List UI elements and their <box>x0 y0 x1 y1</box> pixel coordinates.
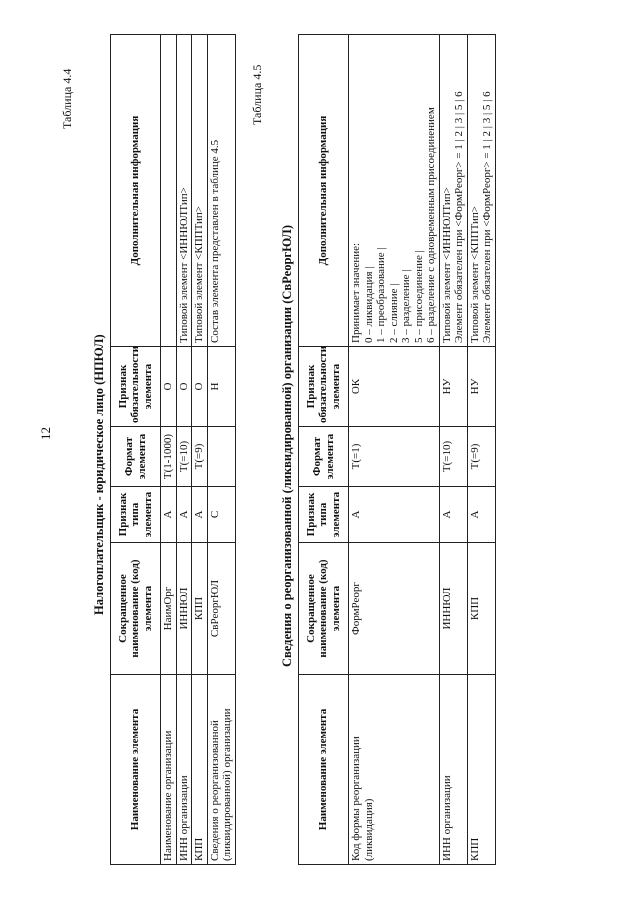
cell-type: А <box>161 487 177 543</box>
table-4-5-header: Наименование элемента <box>299 675 349 865</box>
cell-name: Код формы реорганизации (ликвидация) <box>349 675 440 865</box>
table-4-5-header-row <box>299 35 349 865</box>
table-4-4-header: Наименование элемента <box>111 675 161 865</box>
cell-name: Сведения о реорганизованной (ликвидированной) организации <box>207 675 235 865</box>
cell-info <box>161 35 177 347</box>
cell-required: НУ <box>439 347 467 427</box>
cell-required: Н <box>207 347 235 427</box>
cell-code: ФормРеорг <box>349 543 440 675</box>
info-line: 6 – разделение с одновременным присоединением <box>425 107 437 343</box>
table-4-5-header: Формат элемента <box>299 427 349 487</box>
cell-name: КПП <box>467 675 495 865</box>
table-4-4-header-row <box>111 35 161 865</box>
cell-name: КПП <box>192 675 208 865</box>
table-row <box>192 35 208 865</box>
table-row <box>161 35 177 865</box>
cell-info <box>439 35 467 347</box>
info-line: 0 – ликвидация | <box>362 266 375 343</box>
info-line: Типовой элемент <ИННЮЛТип> <box>440 187 453 343</box>
table-row <box>439 35 467 865</box>
cell-info: Состав элемента представлен в таблице 4.5 <box>207 35 235 347</box>
cell-code: ИННЮЛ <box>439 543 467 675</box>
info-line: Элемент обязателен при <ФормРеорг> = 1 | 2 | 3 | 5 | 6 <box>481 91 493 343</box>
info-line: 5 – присоединение | <box>412 250 425 343</box>
info-line: Элемент обязателен при <ФормРеорг> = 1 | 2 | 3 | 5 | 6 <box>453 91 465 343</box>
cell-type: А <box>467 487 495 543</box>
table-4-5-header: Признак обязательности элемента <box>299 347 349 427</box>
cell-name: ИНН организации <box>439 675 467 865</box>
table-4-4-header: Сокращенное наименование (код) элемента <box>111 543 161 675</box>
table-4-4-header: Формат элемента <box>111 427 161 487</box>
cell-required: НУ <box>467 347 495 427</box>
cell-type: А <box>192 487 208 543</box>
table-4-4-header: Признак типа элемента <box>111 487 161 543</box>
page-number: 12 <box>38 427 53 440</box>
cell-type: А <box>439 487 467 543</box>
cell-type: С <box>207 487 235 543</box>
table-4-4-caption: Таблица 4.4 <box>60 68 74 129</box>
cell-code: КПП <box>467 543 495 675</box>
info-line: 1 – преобразование | <box>375 247 387 343</box>
cell-info <box>467 35 495 347</box>
cell-code: КПП <box>192 543 208 675</box>
cell-format <box>207 427 235 487</box>
table-row <box>467 35 495 865</box>
table-4-5-title: Сведения о реорганизованной (ликвидированной) организации (СвРеоргЮЛ) <box>280 225 294 667</box>
cell-required: О <box>192 347 208 427</box>
info-line: 2 – слияние | <box>387 283 400 343</box>
cell-name: Наименование организации <box>161 675 177 865</box>
cell-name: ИНН организации <box>176 675 192 865</box>
table-4-5-header: Дополнительная информация <box>299 35 349 347</box>
cell-type: А <box>176 487 192 543</box>
table-4-4 <box>110 34 236 865</box>
cell-info: Типовой элемент <КППТип> <box>192 35 208 347</box>
cell-format: T(=10) <box>439 427 467 487</box>
cell-code: СвРеоргЮЛ <box>207 543 235 675</box>
cell-required: О <box>161 347 177 427</box>
cell-required: ОК <box>349 347 440 427</box>
info-line: 3 – разделение | <box>400 269 412 343</box>
table-4-5-header: Сокращенное наименование (код) элемента <box>299 543 349 675</box>
cell-info: Типовой элемент <ИННЮЛТип> <box>176 35 192 347</box>
cell-format: T(1-1000) <box>161 427 177 487</box>
table-row <box>349 35 440 865</box>
cell-code: ИННЮЛ <box>176 543 192 675</box>
cell-format: T(=9) <box>192 427 208 487</box>
info-line: Принимает значение: <box>350 242 362 343</box>
info-line: Типовой элемент <КППТип> <box>468 205 481 343</box>
table-4-5-caption: Таблица 4.5 <box>250 64 264 125</box>
table-row <box>207 35 235 865</box>
table-4-4-title: Налогоплательщик - юридическое лицо (НПЮЛ) <box>92 334 106 615</box>
cell-format: T(=1) <box>349 427 440 487</box>
cell-info <box>349 35 440 347</box>
cell-format: T(=10) <box>176 427 192 487</box>
table-4-4-header: Признак обязательности элемента <box>111 347 161 427</box>
cell-type: А <box>349 487 440 543</box>
table-4-5-header: Признак типа элемента <box>299 487 349 543</box>
cell-code: НаимОрг <box>161 543 177 675</box>
table-row <box>176 35 192 865</box>
table-4-4-header: Дополнительная информация <box>111 35 161 347</box>
cell-format: T(=9) <box>467 427 495 487</box>
cell-required: О <box>176 347 192 427</box>
table-4-5 <box>298 34 496 865</box>
